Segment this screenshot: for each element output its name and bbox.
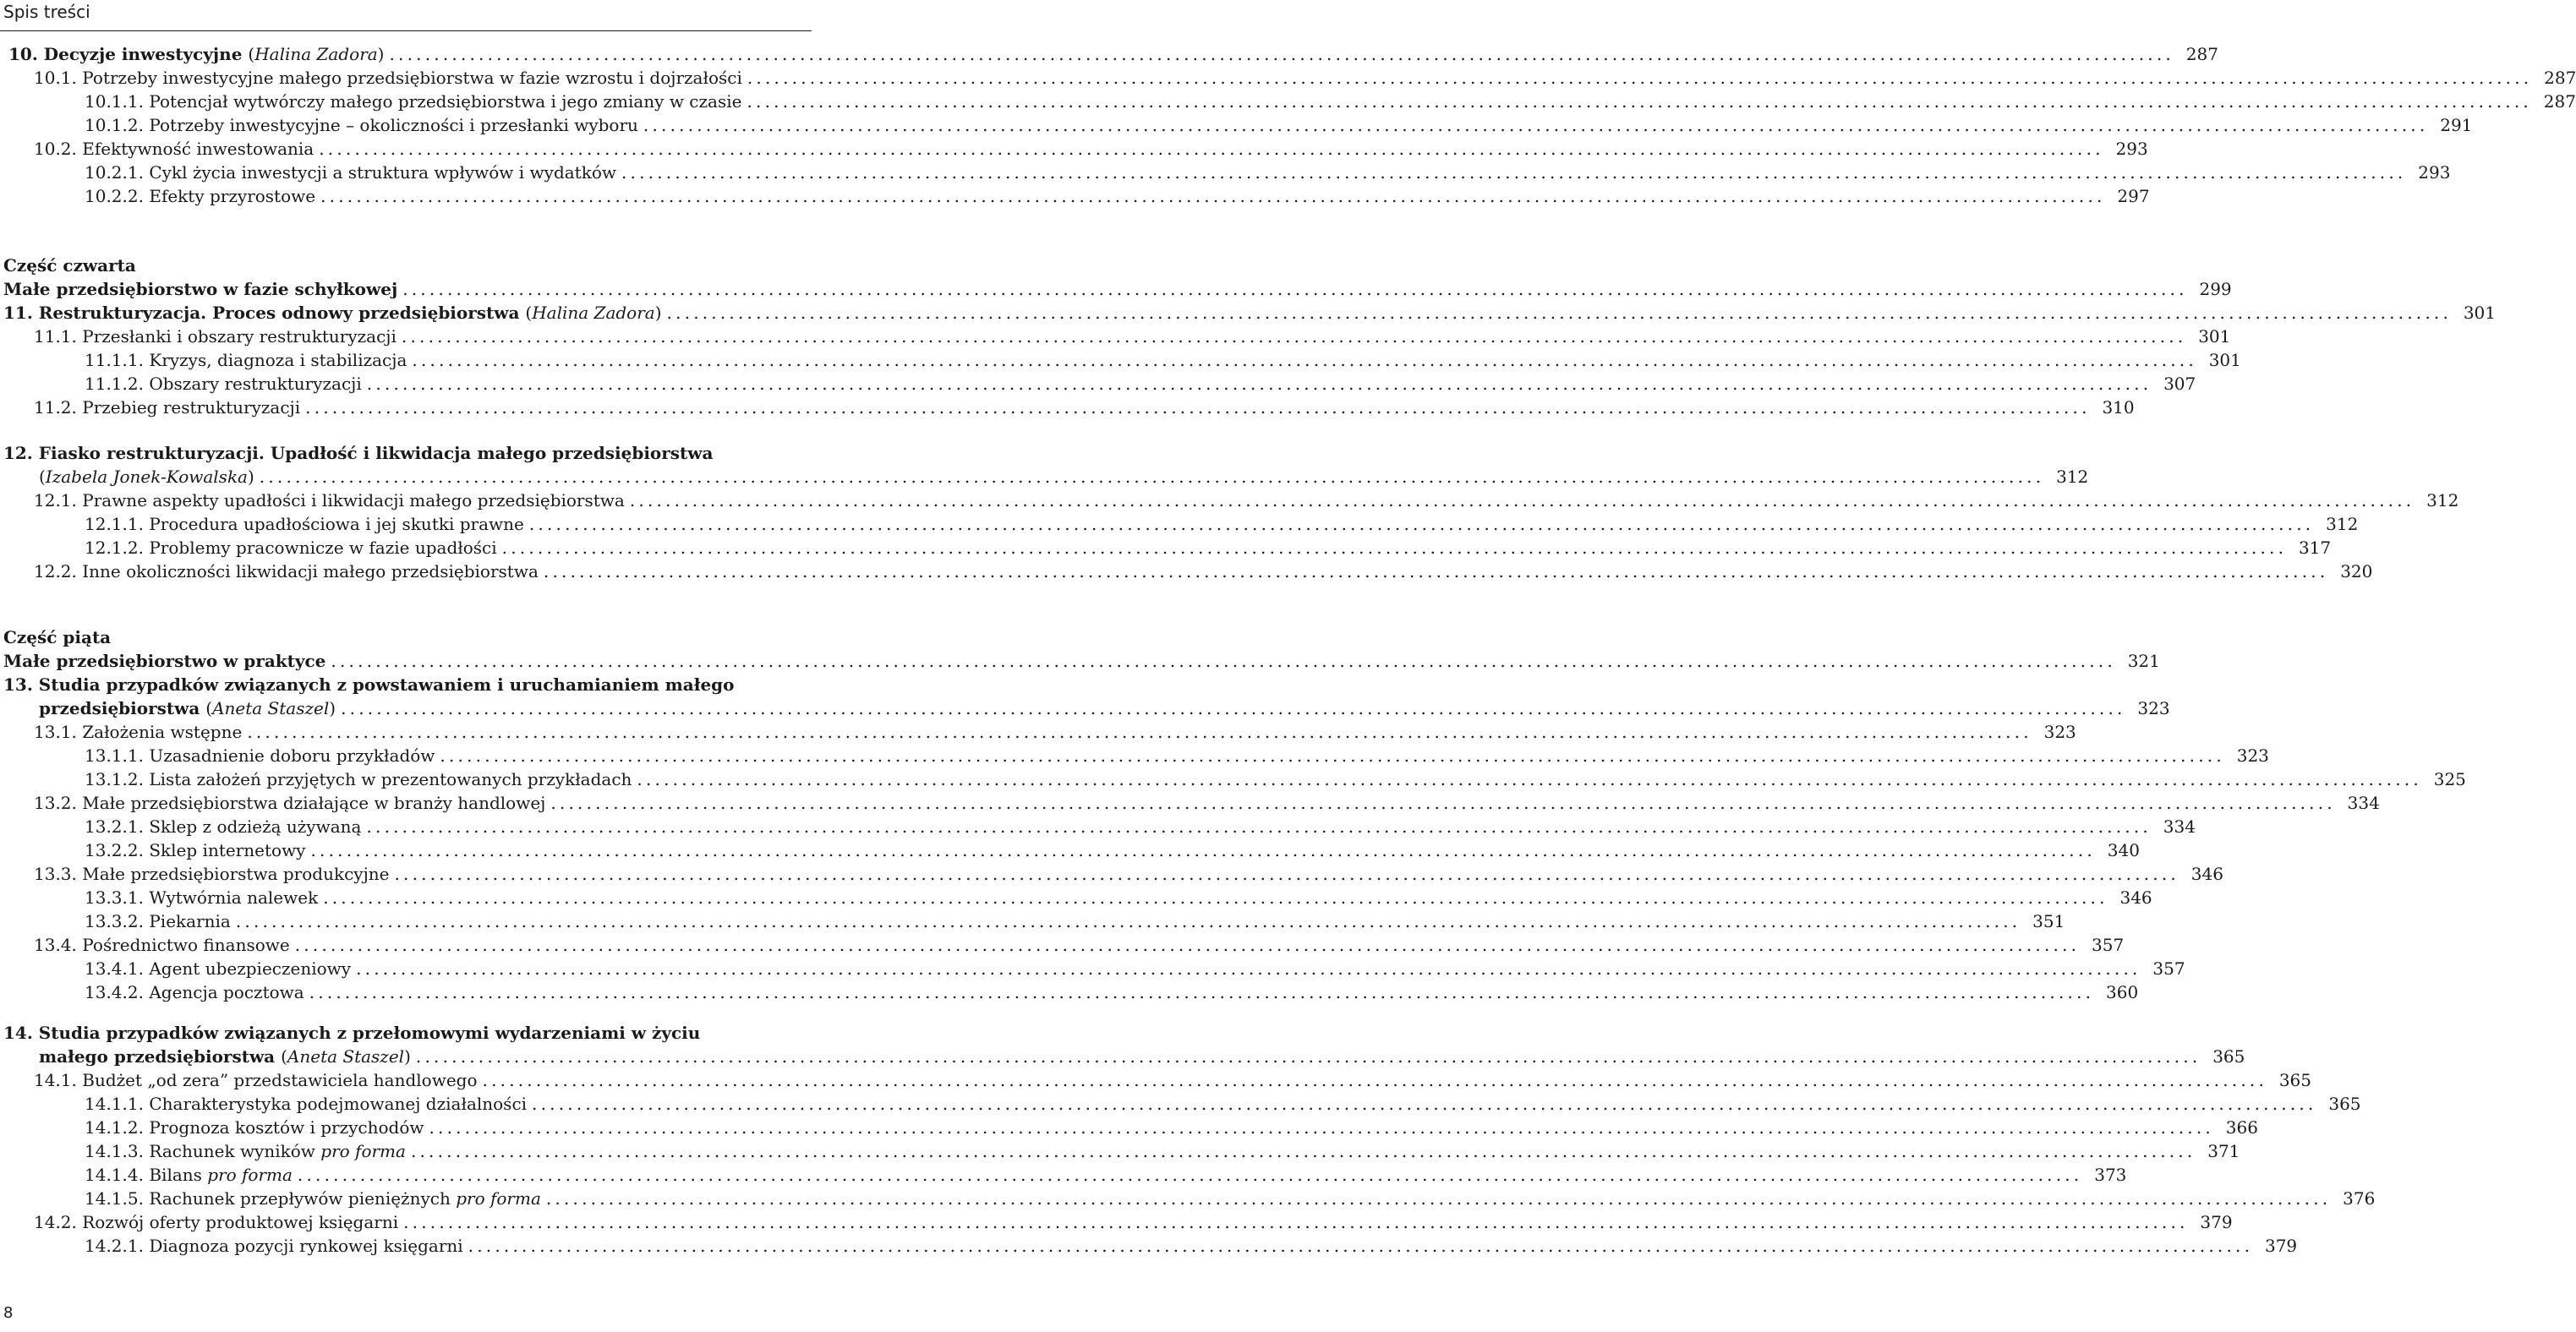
toc-entry-italic-term: pro forma [207,1165,293,1185]
toc-entry[interactable] [85,1139,2240,1163]
leader-dots: ........................................................................................................................................................................................................ [545,1188,2332,1209]
toc-entry-title [85,886,323,909]
leader-dots: ........................................................................................................................................................................................................ [528,514,2315,534]
toc-entry-page: 365 [2212,1046,2245,1067]
toc-entry-label: Przebieg restrukturyzacji [82,397,301,418]
toc-entry-label: Obszary restrukturyzacji [149,374,362,394]
toc-entry-title [34,396,305,419]
toc-entry-number: 13. [3,674,33,695]
toc-entry-title [39,696,341,720]
toc-entry[interactable] [85,838,2140,862]
toc-entry-title [85,90,747,113]
toc-entry[interactable] [34,933,2125,957]
toc-entry[interactable] [39,1045,2245,1068]
toc-entry-label: Problemy pracownicze w fazie upadłości [149,538,497,558]
author-open-paren: ( [281,1046,287,1067]
toc-entry[interactable] [34,1210,2233,1234]
toc-entry-title [34,137,319,161]
toc-entry-page: 287 [2543,91,2576,112]
toc-entry-number: 13.4.2. [85,982,144,1002]
toc-entry-title [85,1187,546,1210]
toc-entry-label: Rozwój oferty produktowej księgarni [82,1212,399,1232]
toc-entry[interactable] [34,325,2231,348]
toc-entry[interactable] [85,815,2196,838]
leader-dots: ........................................................................................................................................................................................................ [643,115,2429,135]
toc-entry-page: 340 [2107,840,2140,860]
toc-entry[interactable] [39,465,2089,489]
toc-entry-label: Część piąta [3,627,112,647]
toc-entry-number: 12.1. [34,490,77,510]
toc-entry-title [3,649,331,673]
toc-entry-title [3,254,141,277]
toc-entry[interactable] [34,489,2459,512]
toc-entry-number: 13.2. [34,793,77,813]
toc-entry-title [85,744,440,767]
toc-entry-number: 10.1.1. [85,91,144,112]
toc-entry-title [34,325,402,348]
toc-entry-number: 13.2.1. [85,816,144,837]
toc-entry-number: 11. [3,303,33,323]
toc-entry-italic-term: pro forma [456,1188,541,1209]
author-close-paren: ) [247,467,254,487]
leader-dots: ........................................................................................................................................................................................................ [666,303,2452,323]
toc-entry-label: Małe przedsiębiorstwa produkcyjne [82,864,390,884]
toc-entry-title [85,909,236,933]
leader-dots: ........................................................................................................................................................................................................ [366,816,2152,837]
toc-entry-page: 287 [2185,44,2218,64]
toc-entry-label: Agencja pocztowa [149,982,304,1002]
toc-entry[interactable] [3,301,2496,325]
toc-entry-number: 10.2.2. [85,186,144,206]
toc-entry-title [85,372,367,396]
toc-entry-label: Decyzje inwestycyjne [43,44,249,64]
toc-entry-page: 346 [2190,864,2223,884]
toc-entry-author: Aneta Staszel [287,1046,405,1067]
toc-entry-page: 312 [2056,467,2089,487]
leader-dots: ........................................................................................................................................................................................................ [532,1094,2317,1114]
toc-entry-label: Charakterystyka podejmowanej działalności [149,1094,528,1114]
toc-entry-label: Inne okoliczności likwidacji małego przedsiębiorstwa [82,561,539,581]
toc-entry-page: 323 [2236,745,2269,766]
leader-dots: ........................................................................................................................................................................................................ [366,374,2152,394]
toc-entry[interactable] [85,1163,2127,1187]
toc-entry-page: 360 [2106,982,2139,1002]
toc-entry-page: 323 [2043,722,2076,742]
toc-entry-label: Efektywność inwestowania [82,139,314,159]
leader-dots: ........................................................................................................................................................................................................ [482,1070,2267,1090]
toc-entry-title [3,1021,705,1045]
toc-entry-number: 13.1.1. [85,745,144,766]
toc-entry-number: 10.1.2. [85,115,144,135]
toc-entry-italic-term: pro forma [320,1141,406,1161]
toc-entry[interactable] [85,90,2576,113]
toc-entry[interactable] [3,441,800,465]
leader-dots: ........................................................................................................................................................................................................ [543,561,2329,581]
toc-entry[interactable] [85,1092,2361,1116]
toc-entry-page: 357 [2092,935,2125,955]
toc-entry-title [3,277,402,301]
toc-entry-title [85,161,621,184]
toc-entry-number: 12.2. [34,561,77,581]
toc-entry-number: 11.1. [34,326,77,347]
running-head: Spis treści [3,2,90,22]
toc-entry-number: 13.4. [34,935,77,955]
toc-entry[interactable] [3,254,800,277]
leader-dots: ........................................................................................................................................................................................................ [403,1212,2189,1232]
toc-entry-page: 301 [2208,350,2241,370]
toc-entry-number: 13.2.2. [85,840,144,860]
leader-dots: ........................................................................................................................................................................................................ [294,935,2081,955]
toc-entry-page: 351 [2032,911,2065,931]
leader-dots: ........................................................................................................................................................................................................ [341,698,2126,718]
toc-entry-page: 334 [2347,793,2380,813]
leader-dots: ........................................................................................................................................................................................................ [319,139,2104,159]
toc-entry[interactable] [85,909,2065,933]
toc-entry[interactable] [85,1187,2376,1210]
toc-entry-page: 291 [2440,115,2473,135]
toc-entry[interactable] [85,744,2269,767]
leader-dots: ........................................................................................................................................................................................................ [621,162,2407,183]
toc-entry-label: Restrukturyzacja. Proces odnowy przedsiębiorstwa [38,303,526,323]
toc-entry[interactable] [3,673,800,696]
toc-entry-title [8,42,389,66]
toc-entry-title [34,791,550,815]
toc-entry-label: Agent ubezpieczeniowy [149,958,352,979]
toc-entry-label: Prognoza kosztów i przychodów [149,1117,424,1138]
toc-entry-number: 11.2. [34,397,77,418]
toc-entry-title [85,980,309,1004]
toc-entry[interactable] [3,649,2160,673]
toc-entry-title [34,720,247,744]
toc-entry-page: 299 [2199,279,2232,299]
leader-dots: ........................................................................................................................................................................................................ [259,467,2045,487]
toc-entry-title [85,1092,532,1116]
toc-entry-author: Aneta Staszel [212,698,330,718]
toc-entry-title [39,465,260,489]
toc-entry-label: Studia przypadków związanych z przełomowymi wydarzeniami w życiu [38,1023,701,1043]
toc-entry-author: Halina Zadora [532,303,655,323]
toc-entry-title [3,625,116,649]
author-open-paren: ( [39,467,46,487]
author-close-paren: ) [377,44,385,64]
toc-entry-label: Fiasko restrukturyzacji. Upadłość i likwidacja małego przedsiębiorstwa [38,443,714,463]
toc-entry[interactable] [85,161,2451,184]
toc-entry-number: 14.1.3. [85,1141,144,1161]
leader-dots: ........................................................................................................................................................................................................ [629,490,2415,510]
leader-dots: ........................................................................................................................................................................................................ [309,982,2095,1002]
toc-entry-label: Sklep z odzieżą używaną [149,816,362,837]
toc-entry-number: 11.1.2. [85,374,144,394]
toc-entry-page: 366 [2225,1117,2258,1138]
leader-dots: ........................................................................................................................................................................................................ [331,651,2116,671]
toc-entry-title [3,301,667,325]
toc-entry-page: 379 [2264,1236,2298,1256]
toc-entry-page: 373 [2094,1165,2127,1185]
toc-entry-page: 371 [2207,1141,2240,1161]
toc-entry-title [85,113,643,137]
toc-entry[interactable] [34,791,2380,815]
leader-dots: ........................................................................................................................................................................................................ [310,840,2096,860]
toc-entry-label: Pośrednictwo finansowe [82,935,290,955]
toc-entry-label: Wytwórnia nalewek [149,887,319,908]
toc-entry-label: Przesłanki i obszary restrukturyzacji [82,326,397,347]
toc-entry[interactable] [85,348,2241,372]
leader-dots: ........................................................................................................................................................................................................ [747,91,2532,112]
toc-entry-label: Potrzeby inwestycyjne małego przedsiębiorstwa w fazie wzrostu i dojrzałości [82,68,742,88]
toc-entry[interactable] [34,66,2576,90]
toc-entry-page: 320 [2340,561,2373,581]
leader-dots: ........................................................................................................................................................................................................ [410,1141,2196,1161]
toc-entry-label: Małe przedsiębiorstwo w fazie schyłkowej [3,279,398,299]
toc-entry[interactable] [34,137,2148,161]
leader-dots: ........................................................................................................................................................................................................ [323,887,2108,908]
toc-entry-number: 10.2.1. [85,162,144,183]
leader-dots: ........................................................................................................................................................................................................ [305,397,2091,418]
toc-entry-page: 334 [2163,816,2196,837]
toc-entry-number: 13.1.2. [85,769,144,789]
toc-entry-title [85,184,320,208]
toc-entry-page: 376 [2343,1188,2376,1209]
toc-entry-number: 14. [3,1023,33,1043]
toc-entry[interactable] [85,512,2359,536]
toc-entry-title [85,767,637,791]
toc-entry-number: 10.1. [34,68,77,88]
toc-entry-title [34,1068,483,1092]
toc-entry-number: 11.1.1. [85,350,144,370]
toc-entry[interactable] [34,720,2076,744]
toc-entry-number: 14.2. [34,1212,77,1232]
toc-entry-label: Małe przedsiębiorstwa działające w branży handlowej [82,793,546,813]
leader-dots: ........................................................................................................................................................................................................ [320,186,2106,206]
toc-entry-label: Małe przedsiębiorstwo w praktyce [3,651,326,671]
toc-entry[interactable] [34,1068,2311,1092]
toc-entry-title [85,1139,411,1163]
toc-entry-page: 293 [2418,162,2451,183]
toc-entry[interactable] [85,957,2185,980]
toc-entry-number: 14.1.5. [85,1188,144,1209]
toc-entry-page: 346 [2119,887,2152,908]
toc-entry-number: 13.3.2. [85,911,144,931]
toc-entry-page: 325 [2433,769,2466,789]
toc-entry-title [3,673,740,696]
toc-entry-label: Cykl życia inwestycji a struktura wpływów i wydatków [149,162,616,183]
leader-dots: ........................................................................................................................................................................................................ [429,1117,2214,1138]
toc-entry-title [85,512,529,536]
toc-entry-label: Kryzys, diagnoza i stabilizacja [149,350,407,370]
toc-entry-label: małego przedsiębiorstwa [39,1046,282,1067]
leader-dots: ........................................................................................................................................................................................................ [412,350,2197,370]
toc-entry-number: 14.1.2. [85,1117,144,1138]
toc-entry-label: Studia przypadków związanych z powstawaniem i uruchamianiem małego [38,674,735,695]
toc-entry-title [85,957,356,980]
toc-entry-number: 14.2.1. [85,1236,144,1256]
author-close-paren: ) [329,698,336,718]
toc-entry-label: przedsiębiorstwa [39,698,206,718]
toc-entry-title [34,489,630,512]
toc-entry-label: Lista założeń przyjętych w prezentowanych przykładach [149,769,632,789]
toc-entry-label: Piekarnia [149,911,231,931]
toc-entry[interactable] [34,560,2373,583]
leader-dots: ........................................................................................................................................................................................................ [468,1236,2254,1256]
toc-entry-page: 301 [2198,326,2231,347]
toc-entry[interactable] [85,767,2466,791]
toc-entry-number: 13.4.1. [85,958,144,979]
toc-entry-label: Potencjał wytwórczy małego przedsiębiorstwa i jego zmiany w czasie [149,91,742,112]
author-open-paren: ( [248,44,255,64]
toc-entry-label: Bilans [149,1165,208,1185]
toc-entry[interactable] [34,862,2223,886]
toc-entry[interactable] [85,184,2150,208]
toc-entry-title [34,933,295,957]
toc-entry-page: 357 [2152,958,2185,979]
toc-entry-page: 301 [2463,303,2496,323]
leader-dots: ........................................................................................................................................................................................................ [247,722,2032,742]
toc-entry-label: Prawne aspekty upadłości i likwidacji małego przedsiębiorstwa [82,490,625,510]
toc-entry-number: 14.1.4. [85,1165,144,1185]
author-close-paren: ) [404,1046,411,1067]
toc-entry-page: 321 [2127,651,2160,671]
leader-dots: ........................................................................................................................................................................................................ [235,911,2021,931]
leader-dots: ........................................................................................................................................................................................................ [402,279,2188,299]
toc-entry-label: Rachunek wyników [149,1141,321,1161]
toc-entry-page: 365 [2278,1070,2311,1090]
leader-dots: ........................................................................................................................................................................................................ [297,1165,2083,1185]
page-number: 8 [3,1304,14,1322]
toc-entry-page: 317 [2298,538,2332,558]
toc-entry-title [85,1163,298,1187]
toc-entry[interactable] [8,42,2218,66]
toc-entry[interactable] [3,625,800,649]
toc-entry-title [85,536,502,560]
header-rule [0,30,812,31]
toc-entry[interactable] [85,980,2139,1004]
toc-entry[interactable] [85,536,2332,560]
author-open-paren: ( [525,303,533,323]
toc-entry-author: Halina Zadora [254,44,378,64]
toc-entry-page: 307 [2163,374,2196,394]
leader-dots: ........................................................................................................................................................................................................ [415,1046,2201,1067]
toc-entry-title [3,441,718,465]
toc-entry-page: 297 [2117,186,2150,206]
toc-entry-title [85,348,412,372]
toc-entry-label: Założenia wstępne [82,722,243,742]
leader-dots: ........................................................................................................................................................................................................ [356,958,2141,979]
toc-entry-page: 293 [2115,139,2148,159]
leader-dots: ........................................................................................................................................................................................................ [550,793,2336,813]
toc-entry[interactable] [39,696,2170,720]
leader-dots: ........................................................................................................................................................................................................ [440,745,2225,766]
toc-entry-title [85,838,310,862]
leader-dots: ........................................................................................................................................................................................................ [389,44,2174,64]
leader-dots: ........................................................................................................................................................................................................ [501,538,2288,558]
toc-entry[interactable] [85,1234,2298,1258]
toc-entry-title [34,1210,403,1234]
toc-entry-page: 323 [2137,698,2170,718]
toc-entry-label: Potrzeby inwestycyjne – okoliczności i przesłanki wyboru [149,115,638,135]
toc-entry-label: Procedura upadłościowa i jej skutki prawne [149,514,524,534]
leader-dots: ........................................................................................................................................................................................................ [401,326,2187,347]
toc-entry-number: 13.3. [34,864,77,884]
toc-entry-title [85,1234,468,1258]
toc-entry-label: Diagnoza pozycji rynkowej księgarni [149,1236,463,1256]
toc-entry[interactable] [85,1116,2258,1139]
toc-entry-number: 12.1.1. [85,514,144,534]
toc-entry-number: 14.1.1. [85,1094,144,1114]
toc-entry[interactable] [3,1021,800,1045]
toc-entry-label: Uzasadnienie doboru przykładów [149,745,435,766]
toc-entry[interactable] [85,372,2196,396]
leader-dots: ........................................................................................................................................................................................................ [747,68,2533,88]
toc-entry-number: 12.1.2. [85,538,144,558]
toc-entry-label: Budżet „od zera” przedstawiciela handlowego [82,1070,478,1090]
toc-entry-title [85,1116,429,1139]
toc-entry-label: Efekty przyrostowe [149,186,316,206]
toc-entry-page: 310 [2102,397,2135,418]
toc-entry-author: Izabela Jonek-Kowalska [45,467,248,487]
toc-entry-page: 312 [2326,514,2359,534]
toc-entry-title [39,1045,416,1068]
toc-entry-page: 287 [2544,68,2576,88]
toc-entry-title [34,862,395,886]
toc-entry-number: 13.3.1. [85,887,144,908]
toc-entry[interactable] [3,277,2232,301]
toc-entry-label: Część czwarta [3,255,136,276]
toc-entry-title [34,560,544,583]
toc-entry-title [85,815,366,838]
toc-entry[interactable] [34,396,2135,419]
toc-entry-number: 13.1. [34,722,77,742]
toc-entry-number: 10. [8,44,38,64]
leader-dots: ........................................................................................................................................................................................................ [637,769,2422,789]
toc-entry-number: 14.1. [34,1070,77,1090]
toc-entry-label: Rachunek przepływów pieniężnych [149,1188,457,1209]
toc-entry-page: 365 [2328,1094,2361,1114]
toc-entry-page: 312 [2426,490,2459,510]
toc-entry-number: 12. [3,443,33,463]
toc-entry[interactable] [85,886,2152,909]
toc-entry-title [34,66,747,90]
author-close-paren: ) [654,303,662,323]
toc-entry-label: Sklep internetowy [149,840,306,860]
toc-entry-number: 10.2. [34,139,77,159]
leader-dots: ........................................................................................................................................................................................................ [394,864,2179,884]
toc-entry[interactable] [85,113,2473,137]
toc-entry-page: 379 [2200,1212,2233,1232]
author-open-paren: ( [205,698,213,718]
